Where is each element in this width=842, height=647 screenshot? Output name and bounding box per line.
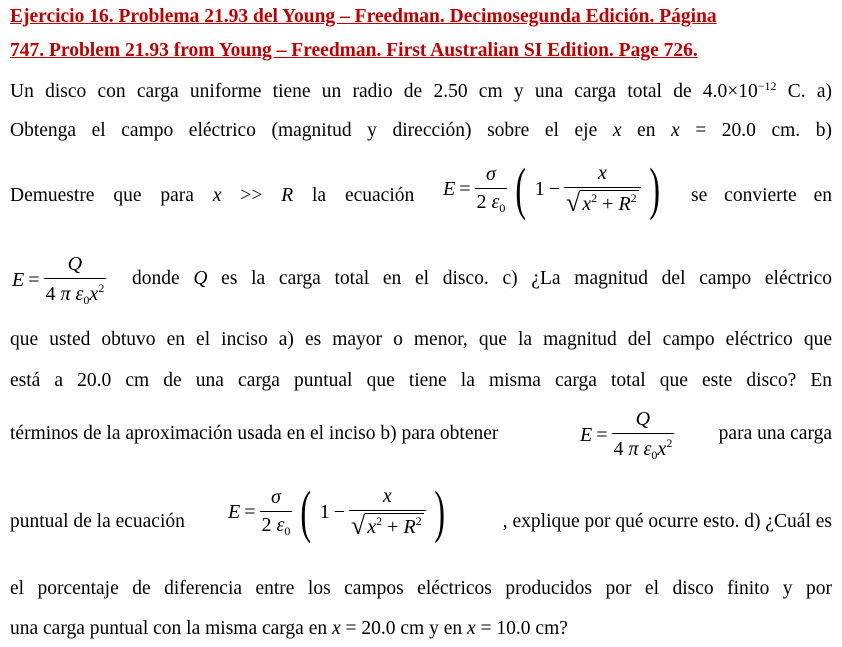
text-line-8: puntual de la ecuación [10,511,185,532]
text-line-10: una carga puntual con la misma carga en x = 20.0 cm y en x = 10.0 cm? [10,618,568,639]
text-line-2: Obtenga el campo eléctrico (magnitud y dirección) sobre el eje x en x = 20.0 cm. b) [10,120,832,141]
text-line-3: Demuestre que para x >> R la ecuación [10,185,415,206]
text-line-1: Un disco con carga uniforme tiene un radio de 2.50 cm y una carga total de $4.0\times 10^{-12}$ C. a) [10,79,832,102]
equation-disk-field-1: E = $\frac{\sigma}{2 \varepsilon_0}$ ( 1 − x √ $x^2 + R^2$ ) [443,156,660,221]
exercise-heading-line2: 747. Problem 21.93 from Young – Freedman. First Australian SI Edition. Page 726. [10,40,698,61]
text-line-5: que usted obtuvo en el inciso a) es mayor o menor, que la magnitud del campo eléctrico que [10,329,832,350]
equation-point-charge-1: E = $\frac{Q}{4 \pi \varepsilon_0x^2}$ [12,253,105,307]
text-line-4: donde Q es la carga total en el disco. c) ¿La magnitud del campo eléctrico [132,268,833,289]
text-line-9: el porcentaje de diferencia entre los campos eléctricos producidos por el disco finito y por [10,578,832,599]
text-line-6: está a 20.0 cm de una carga puntual que tiene la misma carga total que este disco? En [10,370,832,391]
text-line-8-end: , explique por qué ocurre esto. d) ¿Cuál es [502,511,832,532]
text-line-7-end: para una carga [718,423,832,444]
exercise-heading-line1: Ejercicio 16. Problema 21.93 del Young – Freedman. Decimosegunda Edición. Página [10,6,717,27]
equation-disk-field-2: E = $\frac{\sigma}{2 \varepsilon_0}$ ( 1 − x √ $x^2 + R^2$ ) [228,479,445,544]
equation-point-charge-2: E = $\frac{Q}{4 \pi \varepsilon_0x^2}$ [580,408,673,462]
text-line-7: términos de la aproximación usada en el inciso b) para obtener [10,423,499,444]
text-line-3-end: se convierte en [691,185,832,206]
